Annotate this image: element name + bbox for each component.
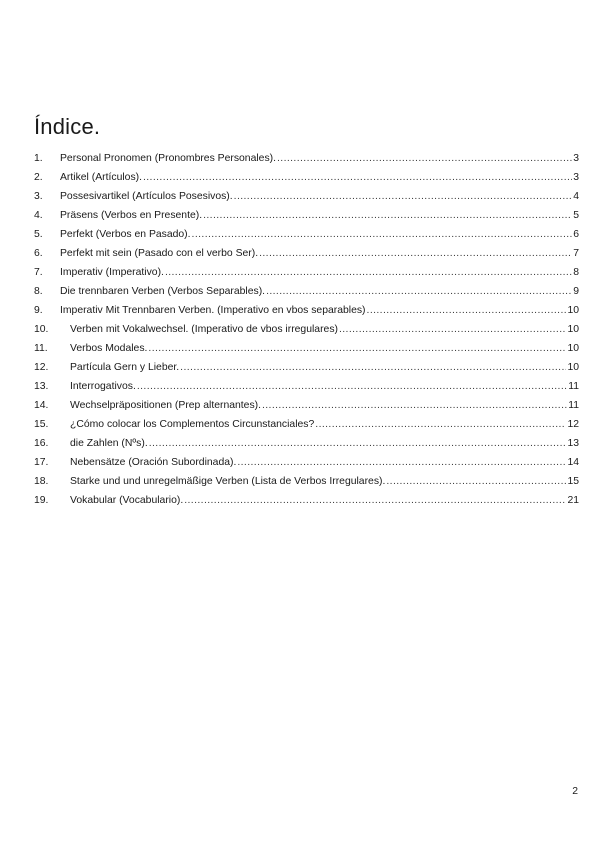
toc-dot-leader — [137, 381, 567, 392]
toc-entry-title: Die trennbaren Verben (Verbos Separables). — [60, 286, 266, 297]
toc-entry-title: die Zahlen (Nºs). — [70, 438, 148, 449]
toc-entry-title: Vokabular (Vocabulario). — [70, 495, 184, 506]
toc-entry-17[interactable] — [34, 457, 579, 476]
toc-entry-16[interactable] — [34, 438, 579, 457]
toc-dot-leader — [237, 457, 566, 468]
toc-entry-number: 8. — [34, 286, 43, 297]
toc-dot-leader — [143, 172, 572, 183]
toc-dot-leader — [266, 286, 572, 297]
toc-entry-number: 2. — [34, 172, 43, 183]
toc-entry-12[interactable] — [34, 362, 579, 381]
toc-dot-leader — [165, 267, 572, 278]
toc-entry-6[interactable] — [34, 248, 579, 267]
toc-entry-title: Nebensätze (Oración Subordinada). — [70, 457, 237, 468]
toc-entry-title: Personal Pronomen (Pronombres Personales). — [60, 153, 276, 164]
toc-dot-leader — [277, 153, 572, 164]
toc-entry-number: 11. — [34, 343, 48, 354]
toc-entry-number: 5. — [34, 229, 43, 240]
toc-entry-page: 3 — [573, 172, 579, 183]
toc-dot-leader — [367, 305, 567, 316]
page-number: 2 — [572, 786, 578, 797]
toc-entry-title: Possesivartikel (Artículos Posesivos). — [60, 191, 233, 202]
toc-entry-3[interactable] — [34, 191, 579, 210]
toc-dot-leader — [386, 476, 566, 487]
toc-entry-number: 7. — [34, 267, 43, 278]
toc-entry-2[interactable] — [34, 172, 579, 191]
toc-entry-number: 3. — [34, 191, 43, 202]
toc-entry-11[interactable] — [34, 343, 579, 362]
toc-entry-title: Wechselpräpositionen (Prep alternantes). — [70, 400, 261, 411]
toc-entry-title: ¿Cómo colocar los Complementos Circunstanciales? — [70, 419, 315, 430]
toc-entry-title: Interrogativos. — [70, 381, 136, 392]
toc-entry-number: 16. — [34, 438, 49, 449]
toc-dot-leader — [315, 419, 566, 430]
toc-entry-page: 8 — [573, 267, 579, 278]
toc-dot-leader — [234, 191, 573, 202]
toc-dot-leader — [148, 343, 566, 354]
toc-dot-leader — [180, 362, 566, 373]
toc-entry-page: 5 — [573, 210, 579, 221]
toc-entry-page: 21 — [567, 495, 579, 506]
toc-entry-8[interactable] — [34, 286, 579, 305]
toc-entry-page: 12 — [567, 419, 579, 430]
toc-entry-18[interactable] — [34, 476, 579, 495]
toc-entry-title: Artikel (Artículos). — [60, 172, 142, 183]
toc-entry-page: 11 — [568, 381, 579, 392]
toc-dot-leader — [184, 495, 566, 506]
toc-entry-title: Präsens (Verbos en Presente). — [60, 210, 203, 221]
toc-entry-15[interactable] — [34, 419, 579, 438]
toc-entry-9[interactable] — [34, 305, 579, 324]
toc-entry-number: 12. — [34, 362, 49, 373]
page-title: Índice. — [34, 114, 101, 139]
toc-entry-number: 10. — [34, 324, 49, 335]
toc-entry-title: Perfekt (Verbos en Pasado). — [60, 229, 191, 240]
toc-entry-19[interactable] — [34, 495, 579, 514]
toc-entry-title: Imperativ (Imperativo). — [60, 267, 164, 278]
toc-entry-13[interactable] — [34, 381, 579, 400]
toc-entry-page: 10 — [567, 324, 579, 335]
toc-dot-leader — [149, 438, 567, 449]
toc-dot-leader — [339, 324, 566, 335]
toc-entry-number: 14. — [34, 400, 49, 411]
toc-entry-page: 4 — [573, 191, 579, 202]
toc-entry-page: 11 — [568, 400, 579, 411]
toc-entry-title: Perfekt mit sein (Pasado con el verbo Ser). — [60, 248, 259, 259]
toc-entry-page: 9 — [573, 286, 579, 297]
toc-entry-page: 10 — [567, 362, 579, 373]
toc-entry-page: 10 — [567, 343, 579, 354]
toc-entry-page: 3 — [573, 153, 579, 164]
toc-entry-number: 6. — [34, 248, 43, 259]
toc-entry-1[interactable] — [34, 153, 579, 172]
toc-entry-page: 6 — [573, 229, 579, 240]
toc-entry-7[interactable] — [34, 267, 579, 286]
toc-entry-number: 9. — [34, 305, 43, 316]
toc-entry-page: 14 — [567, 457, 579, 468]
toc-dot-leader — [259, 248, 572, 259]
toc-entry-number: 4. — [34, 210, 43, 221]
toc-entry-10[interactable] — [34, 324, 579, 343]
toc-entry-number: 17. — [34, 457, 49, 468]
toc-entry-4[interactable] — [34, 210, 579, 229]
toc-entry-page: 7 — [573, 248, 579, 259]
toc-entry-title: Imperativ Mit Trennbaren Verben. (Imperativo en vbos separables) — [60, 305, 366, 316]
toc-entry-title: Starke und und unregelmäßige Verben (Lista de Verbos Irregulares). — [70, 476, 386, 487]
toc-entry-title: Partícula Gern y Lieber. — [70, 362, 180, 373]
toc-entry-title: Verbos Modales. — [70, 343, 148, 354]
toc-entry-number: 18. — [34, 476, 49, 487]
toc-dot-leader — [262, 400, 567, 411]
toc-entry-number: 13. — [34, 381, 49, 392]
toc-dot-leader — [192, 229, 573, 240]
toc-entry-number: 15. — [34, 419, 49, 430]
toc-entry-page: 15 — [567, 476, 579, 487]
toc-entry-14[interactable] — [34, 400, 579, 419]
toc-entry-number: 19. — [34, 495, 49, 506]
toc-entry-page: 13 — [567, 438, 579, 449]
table-of-contents — [34, 153, 579, 514]
toc-entry-5[interactable] — [34, 229, 579, 248]
toc-dot-leader — [203, 210, 572, 221]
toc-entry-page: 10 — [567, 305, 579, 316]
toc-entry-title: Verben mit Vokalwechsel. (Imperativo de vbos irregulares) — [70, 324, 338, 335]
toc-entry-number: 1. — [34, 153, 43, 164]
